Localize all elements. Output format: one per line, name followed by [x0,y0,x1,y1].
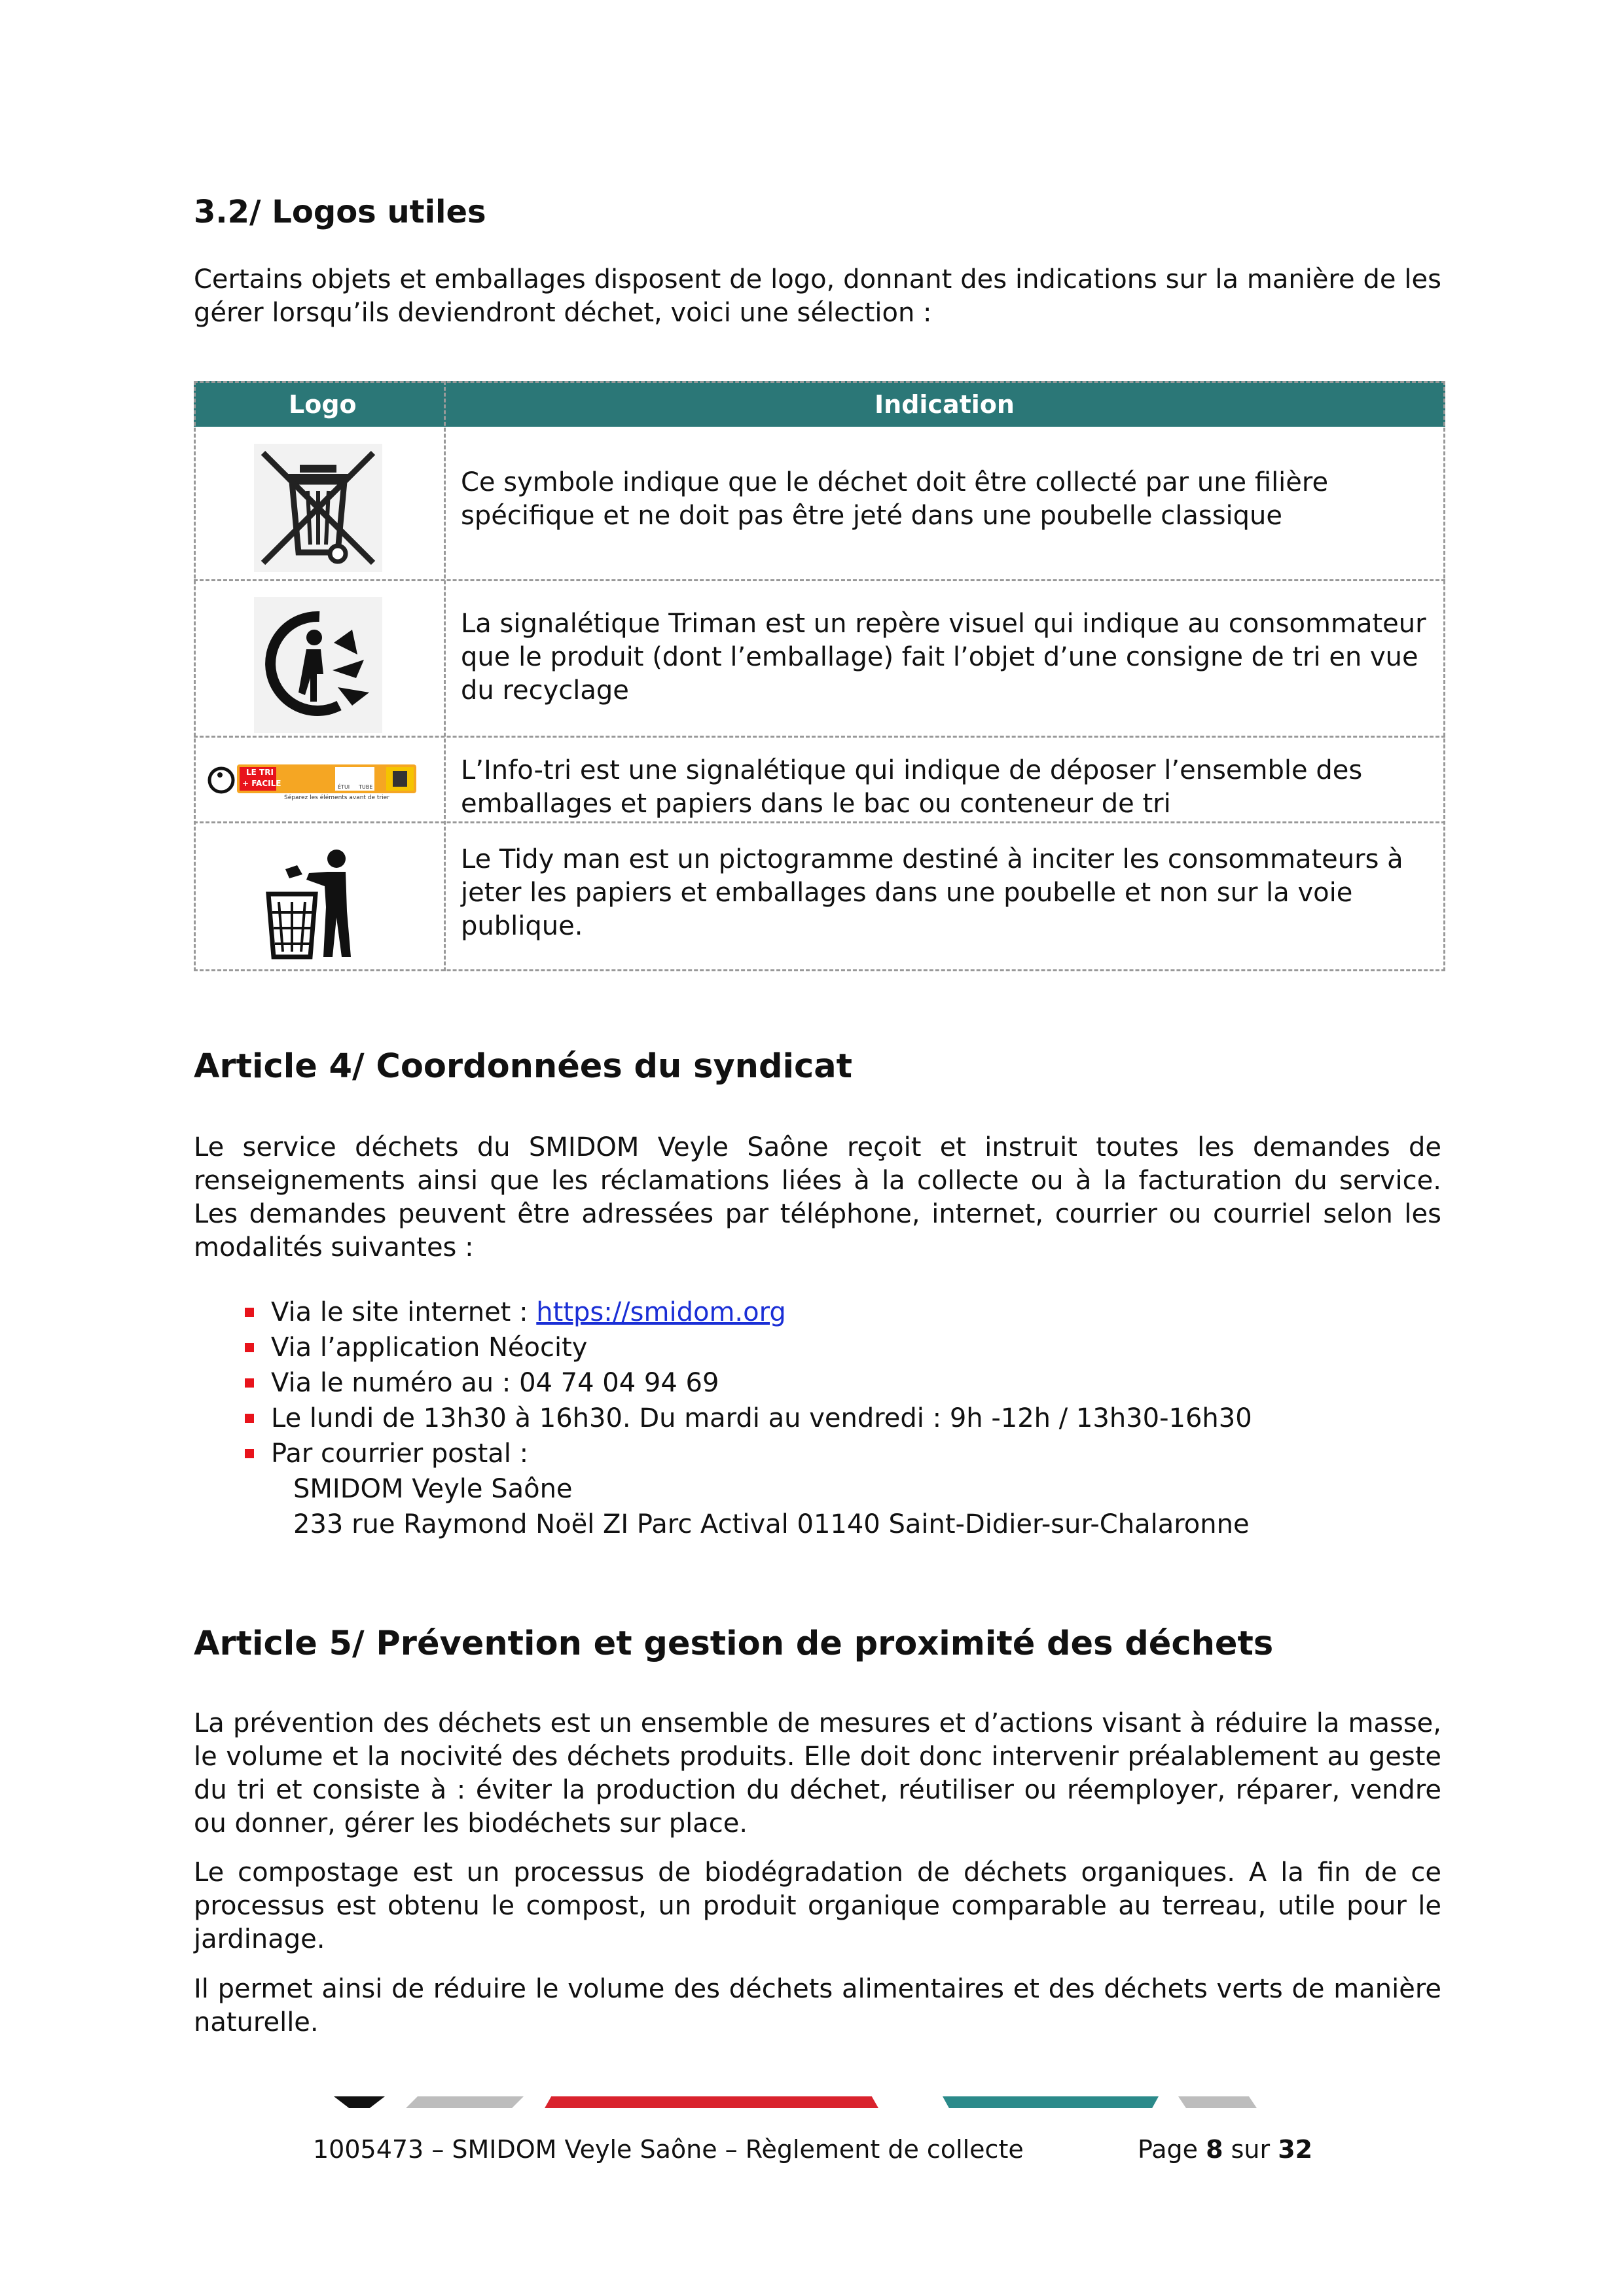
info-tri-etui: ÉTUI [338,784,350,790]
tidy-man-icon [259,847,370,960]
row-divider [194,736,1445,738]
post-text: Par courrier postal : [271,1439,529,1469]
info-tri-tube: TUBE [359,784,373,790]
info-tri-badge-line1: LE TRI [246,768,274,777]
address-line-2: 233 rue Raymond Noël ZI Parc Actival 01140 Saint-Didier-sur-Chalaronne [293,1509,1250,1539]
info-tri-badge-line2: + FACILE [242,779,281,788]
strip-segment [545,2096,878,2108]
list-item-app [194,1330,1437,1365]
header-indication: Indication [875,390,1015,419]
logo-table [194,381,1445,971]
logos-intro: Certains objets et emballages disposent de logo, donnant des indications sur la manière de les gérer lorsqu’ils deviendront déchet, voici une sélection : [194,264,1441,328]
info-tri-small-text: Séparez les éléments avant de trier [284,795,389,801]
footer-page-number [1138,2135,1312,2164]
article5-paragraph-2: Le compostage est un processus de biodégradation de déchets organiques. A la fin de ce processus est obtenu le compost, un produit organique comparable au terreau, utile pour le jardinage. [194,1857,1441,1954]
article4-intro: Le service déchets du SMIDOM Veyle Saône reçoit et instruit toutes les demandes de renseignements ainsi que les réclamations liées à la collecte ou à la facturation du service. Les demandes peuvent être adressées par téléphone, internet, courrier ou courriel selon les modalités suivantes : [194,1132,1441,1263]
row-divider [194,821,1445,823]
table-divider [444,381,446,971]
page-current: 8 [1206,2135,1223,2164]
phone-text: Via le numéro au : 04 74 04 94 69 [271,1368,719,1398]
list-item-post [194,1436,1437,1471]
header-logo: Logo [289,390,357,419]
contact-list [194,1295,1437,1542]
bullet-marker [245,1414,254,1423]
article5-paragraph-3: Il permet ainsi de réduire le volume des déchets alimentaires et des déchets verts de manière naturelle. [194,1974,1441,2037]
page-total: 32 [1278,2135,1313,2164]
section-heading-logos: 3.2/ Logos utiles [194,194,486,230]
list-item-phone [194,1365,1437,1401]
website-link[interactable]: https://smidom.org [536,1297,786,1327]
article5-heading: Article 5/ Prévention et gestion de proximité des déchets [194,1624,1274,1663]
strip-segment [1178,2096,1257,2108]
hours-text: Le lundi de 13h30 à 16h30. Du mardi au vendredi : 9h -12h / 13h30-16h30 [271,1403,1252,1433]
bullet-marker [245,1308,254,1317]
page-label: Page [1138,2135,1206,2164]
table-border-left [194,381,196,971]
footer-doc-ref: 1005473 – SMIDOM Veyle Saône – Règlement de collecte [313,2135,1024,2164]
strip-segment [943,2096,1159,2108]
row-divider [194,579,1445,581]
crossed-bin-icon [254,444,382,572]
table-border-top [194,381,1445,383]
address-line-1: SMIDOM Veyle Saône [293,1474,573,1504]
row-text-crossed-bin: Ce symbole indique que le déchet doit être collecté par une filière spécifique et ne doit pas être jeté dans une poubelle classique [461,467,1329,531]
info-tri-icon [206,761,422,802]
bullet-marker [245,1343,254,1352]
page-sep: sur [1223,2135,1278,2164]
table-border-bottom [194,969,1445,971]
strip-segment [406,2096,524,2108]
bullet-marker [245,1378,254,1388]
list-item-site [194,1295,1437,1330]
list-item-hours [194,1401,1437,1436]
site-prefix: Via le site internet : [271,1297,537,1327]
bullet-marker [245,1449,254,1458]
row-text-triman: La signalétique Triman est un repère visuel qui indique au consommateur que le produit (dont l’emballage) fait l’objet d’une consigne de tri en vue du recyclage [461,609,1426,706]
table-header [194,381,1445,427]
row-text-tidy-man: Le Tidy man est un pictogramme destiné à inciter les consommateurs à jeter les papiers et emballages dans une poubelle et non sur la voie publique. [461,844,1403,941]
triman-icon [254,597,382,733]
table-border-right [1443,381,1445,971]
app-text: Via l’application Néocity [271,1333,588,1363]
article5-paragraph-1: La prévention des déchets est un ensemble de mesures et d’actions visant à réduire la masse, le volume et la nocivité des déchets produits. Elle doit donc intervenir préalablement au geste du tri et consiste à : éviter la production du déchet, réutiliser ou réemployer, réparer, vendre ou donner, gérer les biodéchets sur place. [194,1708,1441,1839]
strip-segment [334,2096,385,2108]
article4-heading: Article 4/ Coordonnées du syndicat [194,1047,853,1086]
row-text-info-tri: L’Info-tri est une signalétique qui indique de déposer l’ensemble des emballages et papiers dans le bac ou conteneur de tri [461,755,1363,819]
